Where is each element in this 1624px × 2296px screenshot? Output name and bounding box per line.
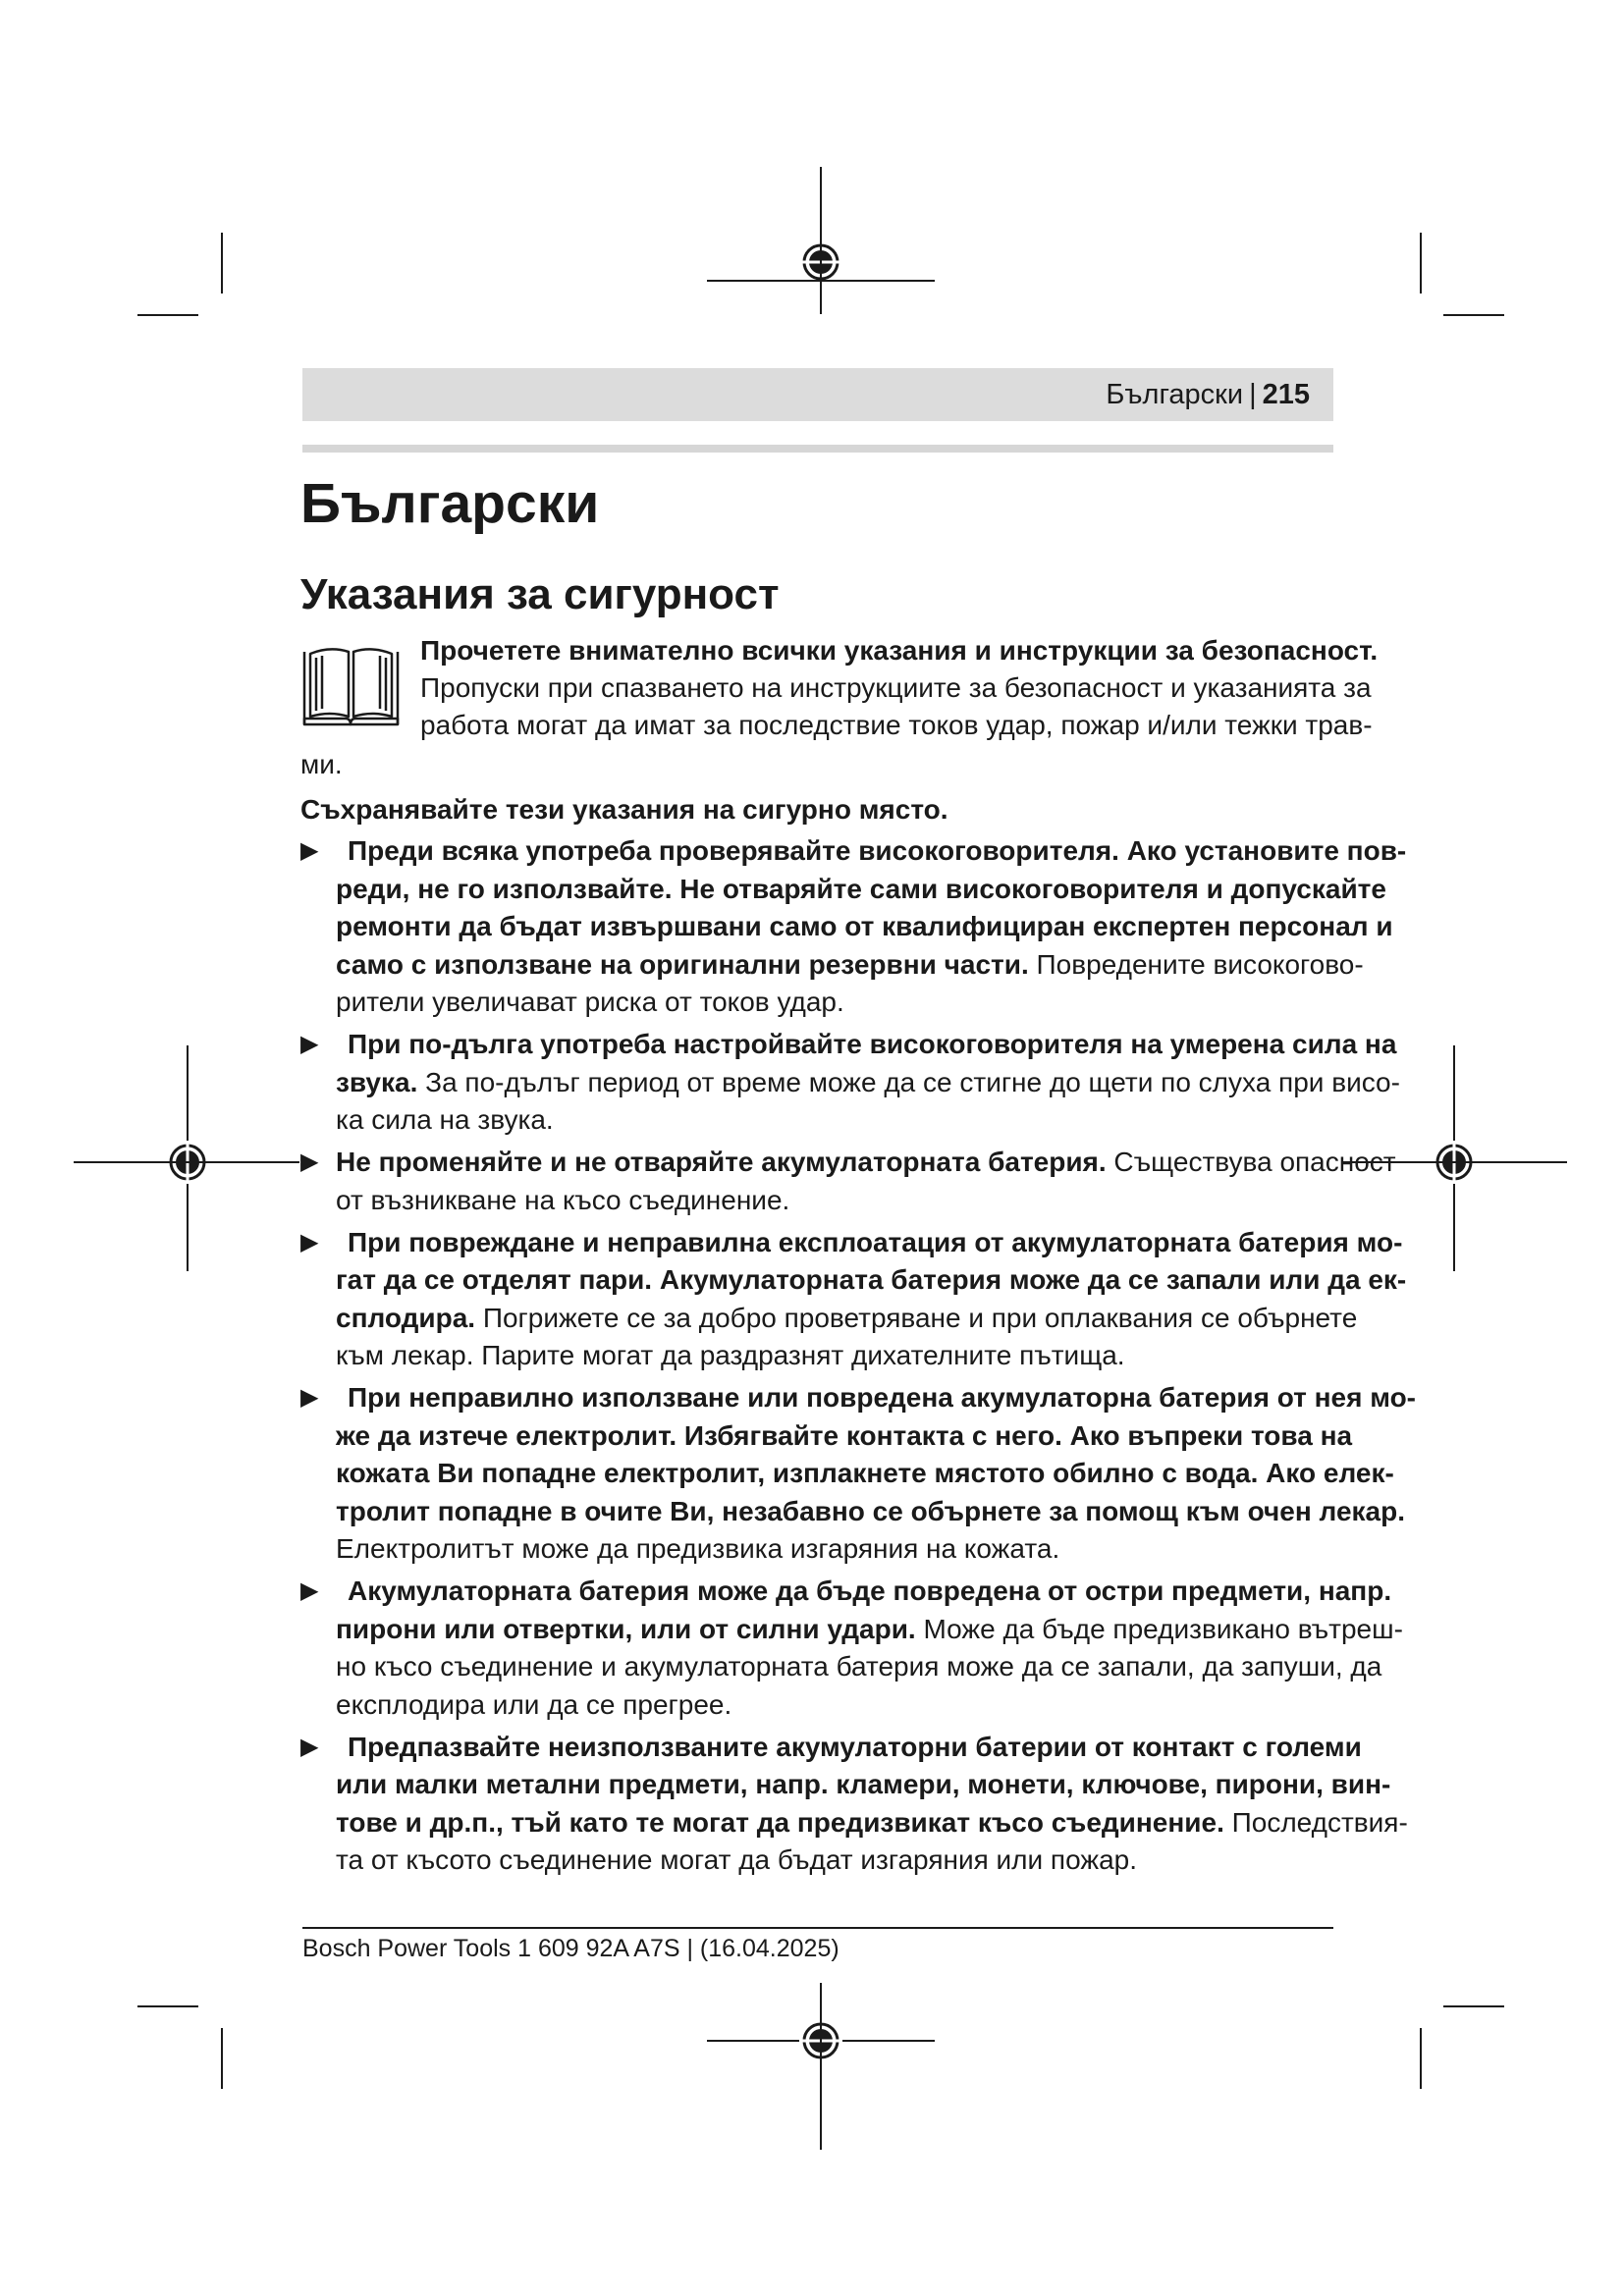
bullet-text: За по-дълъг период от време може да се стигне до щети по слуха при висо-	[417, 1066, 1400, 1097]
bullet-line	[336, 1337, 1125, 1374]
bullet-line	[336, 1300, 1357, 1337]
bullet-line	[348, 1224, 1402, 1261]
bullet-text: Повредените високогово-	[1028, 948, 1364, 980]
bullet-text: експлодира или да се прегрее.	[336, 1688, 732, 1720]
bullet-arrow-icon: ▶	[300, 1031, 319, 1057]
bullet-bold-text: При по-дълга употреба настройвайте високоговорителя на умерена сила на	[348, 1029, 1397, 1059]
registration-mark-icon	[1433, 1141, 1476, 1184]
bullet-bold-text: сплодира.	[336, 1302, 476, 1333]
bullet-bold-text: При повреждане и неправилна експлоатация от акумулаторната батерия мо-	[348, 1226, 1403, 1257]
running-header	[302, 368, 1333, 421]
footer-rule	[302, 1927, 1333, 1929]
bullet-bold-text: тролит попадне в очите Ви, незабавно се обърнете за помощ към очен лекар.	[336, 1495, 1406, 1526]
bullet-line	[336, 1064, 1400, 1101]
bullet-line	[336, 946, 1364, 984]
bullet-text: Може да бъде предизвикано вътреш-	[915, 1613, 1403, 1644]
intro-text: ми.	[300, 749, 343, 779]
bullet-text: Последствия-	[1223, 1806, 1408, 1838]
bullet-arrow-icon: ▶	[300, 1148, 319, 1175]
intro-text: работа могат да имат за последствие токов удар, пожар и/или тежки трав-	[420, 710, 1373, 740]
bullet-line	[336, 1766, 1390, 1803]
bullet-text: от възникване на късо съединение.	[336, 1184, 790, 1215]
bullet-line	[336, 1530, 1059, 1568]
bullet-bold-text: пирони или отвертки, или от силни удари.	[336, 1613, 916, 1644]
bullet-arrow-icon: ▶	[300, 1228, 319, 1255]
bullet-bold-text: или малки метални предмети, напр. кламери, монети, ключове, пирони, вин-	[336, 1769, 1391, 1799]
bullet-bold-text: гат да се отделят пари. Акумулаторната батерия може да се запали или да ек-	[336, 1264, 1407, 1295]
manual-book-icon	[300, 640, 402, 728]
bullet-line	[336, 1417, 1352, 1455]
bullet-line	[348, 1379, 1416, 1416]
bullet-bold-text: Преди всяка употреба проверявайте високоговорителя. Ако установите пов-	[348, 835, 1407, 866]
bullet-line	[336, 871, 1386, 908]
intro-text: Прочетете внимателно всички указания и инструкции за безопасност.	[420, 635, 1379, 666]
bullet-text: Електролитът може да предизвика изгаряния на кожата.	[336, 1533, 1060, 1564]
bullet-line	[336, 1455, 1394, 1492]
bullet-text: рители увеличават риска от токов удар.	[336, 987, 844, 1017]
page-title: Български	[300, 472, 600, 535]
header-rule	[302, 445, 1333, 453]
bullet-bold-text: При неправилно използване или повредена акумулаторна батерия от нея мо-	[348, 1382, 1417, 1413]
bullet-bold-text: Акумулаторната батерия може да бъде повредена от остри предмети, напр.	[348, 1575, 1392, 1606]
bullet-text: но късо съединение и акумулаторната батерия може да се запали, да запуши, да	[336, 1651, 1382, 1682]
intro-line	[420, 632, 1378, 669]
bullet-arrow-icon: ▶	[300, 1384, 319, 1411]
bullet-text: Погрижете се за добро проветряване и при оплаквания се обърнете	[475, 1302, 1358, 1333]
registration-mark-icon	[799, 240, 842, 284]
bullet-bold-text: звука.	[336, 1066, 418, 1097]
header-separator: |	[1249, 378, 1257, 410]
keep-instructions-note: Съхранявайте тези указания на сигурно място.	[300, 794, 948, 825]
registration-mark-icon	[166, 1141, 209, 1184]
section-title: Указания за сигурност	[300, 570, 780, 618]
bullet-line	[336, 1842, 1137, 1879]
bullet-line	[336, 1182, 789, 1219]
bullet-bold-text: Не променяйте и не отваряйте акумулаторната батерия.	[336, 1147, 1107, 1177]
bullet-text: Съществува опасност	[1106, 1147, 1396, 1177]
bullet-arrow-icon: ▶	[300, 1733, 319, 1760]
bullet-line	[348, 832, 1406, 870]
bullet-text: ка сила на звука.	[336, 1104, 554, 1135]
bullet-bold-text: Предпазвайте неизползваните акумулаторни батерии от контакт с големи	[348, 1731, 1362, 1762]
intro-line	[420, 669, 1372, 707]
page-number: 215	[1262, 378, 1310, 410]
bullet-line	[336, 1493, 1405, 1530]
bullet-line	[336, 1144, 1396, 1181]
bullet-line	[336, 908, 1393, 945]
bullet-line	[348, 1729, 1362, 1766]
header-language: Български	[1106, 378, 1244, 410]
bullet-arrow-icon: ▶	[300, 1577, 319, 1604]
bullet-line	[336, 1611, 1403, 1648]
bullet-bold-text: реди, не го използвайте. Не отваряйте сами високоговорителя и допускайте	[336, 873, 1386, 904]
intro-text: Пропуски при спазването на инструкциите за безопасност и указанията за	[420, 672, 1372, 703]
bullet-bold-text: само с използване на оригинални резервни части.	[336, 948, 1029, 980]
bullet-line	[348, 1573, 1391, 1610]
bullet-line	[336, 1686, 731, 1724]
bullet-bold-text: же да изтече електролит. Избягвайте контакта с него. Ако въпреки това на	[336, 1419, 1353, 1451]
intro-line	[300, 746, 343, 783]
bullet-bold-text: ремонти да бъдат извършвани само от квалифициран експертен персонал и	[336, 911, 1393, 941]
registration-mark-icon	[799, 2019, 842, 2062]
bullet-line	[348, 1026, 1396, 1063]
bullet-line	[336, 1101, 554, 1139]
bullet-line	[336, 1261, 1406, 1299]
bullet-text: та от късото съединение могат да бъдат изгаряния или пожар.	[336, 1844, 1137, 1875]
intro-line	[420, 707, 1373, 744]
bullet-arrow-icon: ▶	[300, 837, 319, 864]
bullet-bold-text: тове и др.п., тъй като те могат да предизвикат късо съединение.	[336, 1806, 1224, 1838]
page-footer: Bosch Power Tools 1 609 92A A7S | (16.04.2025)	[302, 1935, 839, 1962]
bullet-line	[336, 984, 844, 1021]
bullet-line	[336, 1804, 1408, 1842]
bullet-text: към лекар. Парите могат да раздразнят дихателните пътища.	[336, 1340, 1125, 1370]
bullet-bold-text: кожата Ви попадне електролит, изплакнете мястото обилно с вода. Ако елек-	[336, 1458, 1394, 1488]
bullet-line	[336, 1648, 1381, 1685]
